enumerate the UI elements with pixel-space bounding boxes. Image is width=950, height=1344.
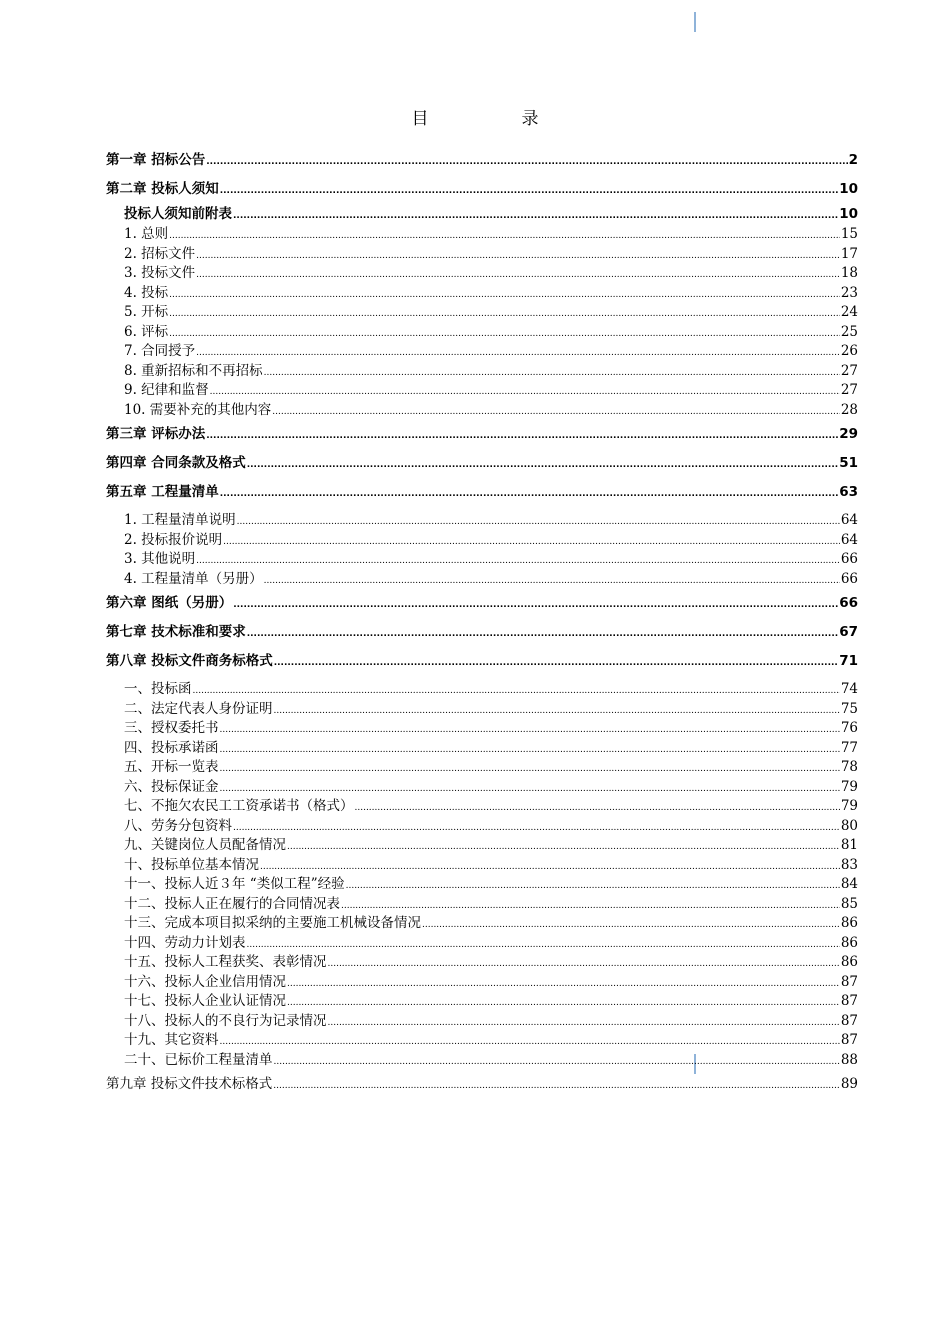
toc-page-number: 74	[840, 681, 858, 697]
toc-page-number: 64	[840, 512, 858, 528]
toc-entry-label: 十五、投标人工程获奖、表彰情况	[124, 954, 327, 970]
toc-dot-leader	[274, 1051, 840, 1073]
toc-dot-leader	[169, 323, 840, 345]
toc-dot-leader	[264, 570, 840, 592]
toc-dot-leader	[169, 284, 840, 306]
toc-chapter-entry[interactable]	[106, 618, 858, 647]
toc-chapter-entry[interactable]	[106, 420, 858, 449]
toc-page-number: 87	[840, 993, 858, 1009]
toc-section-entry[interactable]	[106, 1012, 858, 1032]
toc-dot-leader	[220, 758, 840, 780]
toc-chapter-entry[interactable]	[106, 478, 858, 507]
toc-section-entry[interactable]	[106, 284, 858, 304]
toc-page-number: 24	[840, 304, 858, 320]
toc-dot-leader	[355, 797, 840, 819]
toc-page-number: 10	[839, 181, 858, 197]
toc-section-entry[interactable]	[106, 914, 858, 934]
toc-section-entry[interactable]	[106, 934, 858, 954]
toc-entry-label: 投标人须知前附表	[124, 206, 232, 222]
toc-section-entry[interactable]	[106, 264, 858, 284]
toc-entry-label: 八、劳务分包资料	[124, 817, 232, 834]
toc-page-number: 10	[839, 206, 858, 222]
toc-section-entry[interactable]	[106, 895, 858, 915]
toc-entry-label: 十四、劳动力计划表	[124, 934, 246, 951]
toc-dot-leader	[341, 895, 840, 917]
toc-dot-leader	[220, 478, 839, 509]
toc-entry-label: 十三、完成本项目拟采纳的主要施工机械设备情况	[124, 915, 421, 931]
toc-section-entry[interactable]	[106, 204, 858, 225]
toc-dot-leader	[260, 856, 840, 878]
toc-section-entry[interactable]	[106, 758, 858, 778]
toc-dot-leader	[247, 934, 840, 956]
toc-page-number: 75	[840, 700, 858, 717]
toc-section-entry[interactable]	[106, 362, 858, 382]
toc-page-number: 67	[839, 624, 858, 640]
toc-dot-leader	[220, 739, 840, 761]
toc-dot-leader	[287, 836, 840, 858]
toc-entry-label: 2. 投标报价说明	[124, 531, 223, 548]
toc-entry-label: 第一章 招标公告	[106, 152, 206, 168]
text-cursor-marker	[694, 12, 696, 32]
toc-page-number: 18	[840, 265, 858, 281]
toc-entry-label: 十八、投标人的不良行为记录情况	[124, 1012, 327, 1029]
toc-entry-label: 十七、投标人企业认证情况	[124, 993, 286, 1009]
toc-page-number: 86	[840, 915, 858, 931]
toc-page-number: 2	[848, 152, 858, 168]
toc-dot-leader	[220, 719, 840, 741]
toc-title: 目 录	[411, 109, 577, 129]
toc-dot-leader	[274, 700, 840, 722]
toc-dot-leader	[196, 245, 840, 267]
toc-section-entry[interactable]	[106, 550, 858, 570]
toc-section-entry[interactable]	[106, 401, 858, 421]
toc-entry-label: 七、不拖欠农民工工资承诺书（格式）	[124, 798, 354, 814]
toc-section-entry[interactable]	[106, 719, 858, 739]
toc-entry-label: 十一、投标人近３年 “类似工程”经验	[124, 876, 345, 892]
toc-dot-leader	[210, 381, 840, 403]
toc-section-entry[interactable]	[106, 342, 858, 362]
toc-page-number: 87	[840, 1012, 858, 1029]
toc-dot-leader	[196, 550, 840, 572]
toc-dot-leader	[272, 401, 840, 423]
toc-dot-leader	[264, 362, 840, 384]
toc-entry-label: 1. 总则	[124, 226, 169, 242]
toc-page-number: 89	[840, 1076, 858, 1092]
toc-chapter-entry[interactable]	[106, 175, 858, 204]
toc-chapter-entry[interactable]	[106, 146, 858, 175]
toc-dot-leader	[206, 420, 838, 451]
toc-entry-label: 3. 其他说明	[124, 551, 196, 567]
toc-entry-label: 8. 重新招标和不再招标	[124, 362, 263, 379]
toc-page-number: 84	[840, 876, 858, 892]
toc-entry-label: 十九、其它资料	[124, 1032, 219, 1048]
toc-dot-leader	[193, 680, 840, 702]
toc-section-entry[interactable]	[106, 245, 858, 265]
toc-entry-label: 5. 开标	[124, 304, 169, 320]
toc-entry-label: 四、投标承诺函	[124, 739, 219, 756]
toc-dot-leader	[233, 817, 840, 839]
toc-section-entry[interactable]	[106, 570, 858, 590]
toc-page-number: 15	[840, 226, 858, 242]
toc-section-entry[interactable]	[106, 836, 858, 856]
toc-entry-label: 6. 评标	[124, 323, 169, 340]
toc-entry-label: 第三章 评标办法	[106, 426, 206, 442]
toc-page-number: 63	[839, 484, 858, 500]
toc-page-number: 79	[840, 778, 858, 795]
toc-page-number: 87	[840, 973, 858, 990]
toc-section-entry[interactable]	[106, 739, 858, 759]
toc-page-number: 80	[840, 817, 858, 834]
toc-entry-label: 十六、投标人企业信用情况	[124, 973, 286, 990]
toc-entry-label: 第五章 工程量清单	[106, 484, 219, 500]
toc-page-number: 28	[840, 401, 858, 418]
toc-page-number: 26	[840, 343, 858, 359]
toc-dot-leader	[220, 778, 840, 800]
toc-section-entry[interactable]	[106, 1031, 858, 1051]
toc-dot-leader	[247, 449, 839, 480]
toc-dot-leader	[196, 264, 840, 286]
toc-page-number: 79	[840, 798, 858, 814]
toc-page-number: 27	[840, 362, 858, 379]
toc-dot-leader	[233, 204, 838, 227]
toc-entry-label: 4. 工程量清单（另册）	[124, 570, 263, 587]
toc-section-entry[interactable]	[106, 973, 858, 993]
toc-entry-label: 第二章 投标人须知	[106, 181, 219, 197]
toc-entry-label: 第六章 图纸（另册）	[106, 595, 233, 611]
toc-chapter-entry[interactable]	[106, 1070, 858, 1099]
toc-section-entry[interactable]	[106, 797, 858, 817]
toc-entry-label: 1. 工程量清单说明	[124, 512, 236, 528]
toc-section-entry[interactable]	[106, 381, 858, 401]
toc-page-number: 78	[840, 759, 858, 775]
toc-dot-leader	[247, 618, 839, 649]
toc-entry-label: 十二、投标人正在履行的合同情况表	[124, 895, 340, 912]
toc-dot-leader	[273, 1070, 840, 1101]
toc-section-entry[interactable]	[106, 303, 858, 323]
toc-page-number: 27	[840, 382, 858, 398]
toc-page-number: 77	[840, 739, 858, 756]
toc-entry-label: 九、关键岗位人员配备情况	[124, 837, 286, 853]
toc-section-entry[interactable]	[106, 953, 858, 973]
toc-dot-leader	[287, 973, 840, 995]
toc-entry-label: 7. 合同授予	[124, 343, 196, 359]
toc-page-number: 29	[839, 426, 858, 442]
toc-page-number: 51	[839, 455, 858, 471]
toc-chapter-entry[interactable]	[106, 647, 858, 676]
toc-dot-leader	[328, 953, 840, 975]
toc-entry-label: 3. 投标文件	[124, 265, 196, 281]
toc-page-number: 17	[840, 245, 858, 262]
toc-section-entry[interactable]	[106, 875, 858, 895]
toc-dot-leader	[196, 342, 840, 364]
toc-dot-leader	[274, 647, 839, 678]
toc-dot-leader	[287, 992, 840, 1014]
toc-entry-label: 十、投标单位基本情况	[124, 856, 259, 873]
toc-dot-leader	[346, 875, 840, 897]
toc-dot-leader	[220, 1031, 840, 1053]
toc-page-number: 25	[840, 323, 858, 340]
toc-page-number: 81	[840, 837, 858, 853]
toc-page-number: 66	[840, 570, 858, 587]
toc-entry-label: 一、投标函	[124, 681, 192, 697]
toc-section-entry[interactable]	[106, 992, 858, 1012]
toc-section-entry[interactable]	[106, 531, 858, 551]
toc-page-number: 87	[840, 1032, 858, 1048]
toc-page-number: 71	[839, 653, 858, 669]
toc-entry-label: 第九章 投标文件技术标格式	[106, 1076, 273, 1092]
toc-page-number: 88	[840, 1051, 858, 1068]
toc-entry-label: 二十、已标价工程量清单	[124, 1051, 273, 1068]
toc-entry-label: 10. 需要补充的其他内容	[124, 401, 272, 418]
toc-page-number: 66	[839, 595, 858, 611]
toc-page-number: 86	[840, 954, 858, 970]
toc-dot-leader	[206, 146, 847, 177]
toc-dot-leader	[223, 531, 840, 553]
toc-dot-leader	[237, 511, 840, 533]
toc-entry-label: 三、授权委托书	[124, 720, 219, 736]
toc-entry-label: 9. 纪律和监督	[124, 382, 209, 398]
table-of-contents	[106, 146, 858, 1099]
toc-section-entry[interactable]	[106, 680, 858, 700]
toc-entry-label: 2. 招标文件	[124, 245, 196, 262]
toc-section-entry[interactable]	[106, 817, 858, 837]
toc-entry-label: 4. 投标	[124, 284, 169, 301]
toc-entry-label: 第八章 投标文件商务标格式	[106, 653, 273, 669]
toc-chapter-entry[interactable]	[106, 589, 858, 618]
toc-section-entry[interactable]	[106, 700, 858, 720]
toc-page-number: 83	[840, 856, 858, 873]
toc-dot-leader	[328, 1012, 840, 1034]
toc-section-entry[interactable]	[106, 856, 858, 876]
toc-section-entry[interactable]	[106, 1051, 858, 1071]
toc-dot-leader	[169, 303, 840, 325]
toc-page-number: 76	[840, 720, 858, 736]
toc-dot-leader	[169, 225, 840, 247]
toc-entry-label: 六、投标保证金	[124, 778, 219, 795]
toc-dot-leader	[220, 175, 839, 206]
toc-section-entry[interactable]	[106, 511, 858, 531]
toc-section-entry[interactable]	[106, 323, 858, 343]
toc-dot-leader	[233, 589, 838, 620]
toc-section-entry[interactable]	[106, 225, 858, 245]
toc-entry-label: 第四章 合同条款及格式	[106, 455, 246, 471]
toc-entry-label: 五、开标一览表	[124, 759, 219, 775]
toc-chapter-entry[interactable]	[106, 449, 858, 478]
toc-page-number: 64	[840, 531, 858, 548]
toc-page-number: 66	[840, 551, 858, 567]
toc-section-entry[interactable]	[106, 778, 858, 798]
toc-page-number: 86	[840, 934, 858, 951]
toc-dot-leader	[422, 914, 840, 936]
toc-page-number: 85	[840, 895, 858, 912]
toc-page-number: 23	[840, 284, 858, 301]
toc-entry-label: 第七章 技术标准和要求	[106, 624, 246, 640]
toc-entry-label: 二、法定代表人身份证明	[124, 700, 273, 717]
